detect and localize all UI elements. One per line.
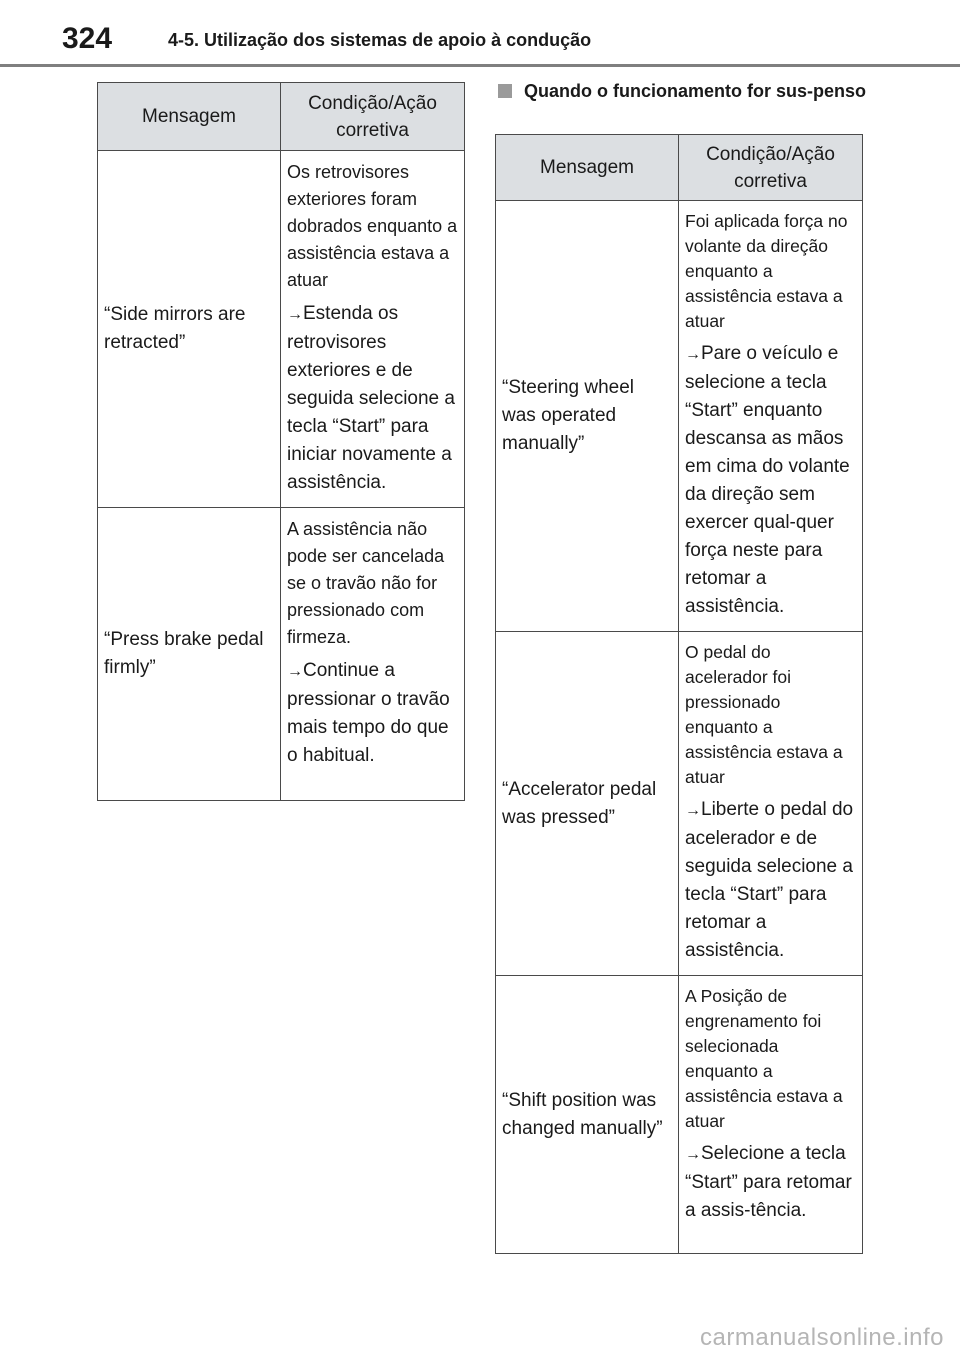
section-title: 4-5. Utilização dos sistemas de apoio à condução [168,30,592,50]
corrective-action-text: Pare o veículo e selecione a tecla “Start” enquanto descansa as mãos em cima do volante da direção sem exercer qual-quer força neste para retomar a assistência. [685,343,850,617]
subheading-text: Quando o funcionamento for sus-penso [524,81,866,101]
table-header-row [496,135,863,201]
corrective-action [685,796,856,965]
condition-text: A assistência não pode ser cancelada se o travão não for pressionado com firmeza. [287,519,445,647]
condition-cell [679,632,863,976]
messages-table-left [97,82,465,801]
subheading-suspended [498,80,868,102]
corrective-action [287,657,458,770]
messages-table-right [495,134,863,1254]
corrective-action-text: Continue a pressionar o travão mais tempo do que o habitual. [287,660,450,766]
header-divider [0,64,960,67]
condition-cell [679,201,863,632]
table-row [496,976,863,1254]
table-row [98,151,465,508]
message-cell: “Steering wheel was operated manually” [496,201,679,632]
page-number: 324 [62,22,113,55]
column-header-message: Mensagem [98,83,281,151]
condition-cell [281,508,465,801]
condition-text: A Posição de engrenamento foi selecionada enquanto a assistência estava a atuar [685,986,843,1131]
arrow-icon: → [685,346,701,363]
column-header-message: Mensagem [496,135,679,201]
message-cell: “Press brake pedal firmly” [98,508,281,801]
arrow-icon: → [287,663,303,680]
watermark: carmanualsonline.info [700,1324,944,1351]
column-header-condition: Condição/Ação corretiva [679,135,863,201]
page-header [0,0,960,66]
message-cell: “Side mirrors are retracted” [98,151,281,508]
condition-text: Foi aplicada força no volante da direção enquanto a assistência estava a atuar [685,211,848,331]
arrow-icon: → [685,1146,701,1163]
message-cell: “Shift position was changed manually” [496,976,679,1254]
arrow-icon: → [685,802,701,819]
condition-text: Os retrovisores exteriores foram dobrados enquanto a assistência estava a atuar [287,162,458,290]
table-row [496,632,863,976]
corrective-action-text: Selecione a tecla “Start” para retomar a assis-tência. [685,1143,852,1221]
table-header-row [98,83,465,151]
square-bullet-icon [498,84,512,98]
corrective-action [685,1140,856,1225]
corrective-action [287,300,458,497]
corrective-action [685,340,856,621]
table-row [496,201,863,632]
table-row [98,508,465,801]
condition-cell [281,151,465,508]
message-cell: “Accelerator pedal was pressed” [496,632,679,976]
corrective-action-text: Liberte o pedal do acelerador e de seguida selecione a tecla “Start” para retomar a assistência. [685,799,854,961]
condition-text: O pedal do acelerador foi pressionado enquanto a assistência estava a atuar [685,642,843,787]
corrective-action-text: Estenda os retrovisores exteriores e de seguida selecione a tecla “Start” para iniciar novamente a assistência. [287,303,455,493]
arrow-icon: → [287,306,303,323]
column-header-condition: Condição/Ação corretiva [281,83,465,151]
condition-cell [679,976,863,1254]
